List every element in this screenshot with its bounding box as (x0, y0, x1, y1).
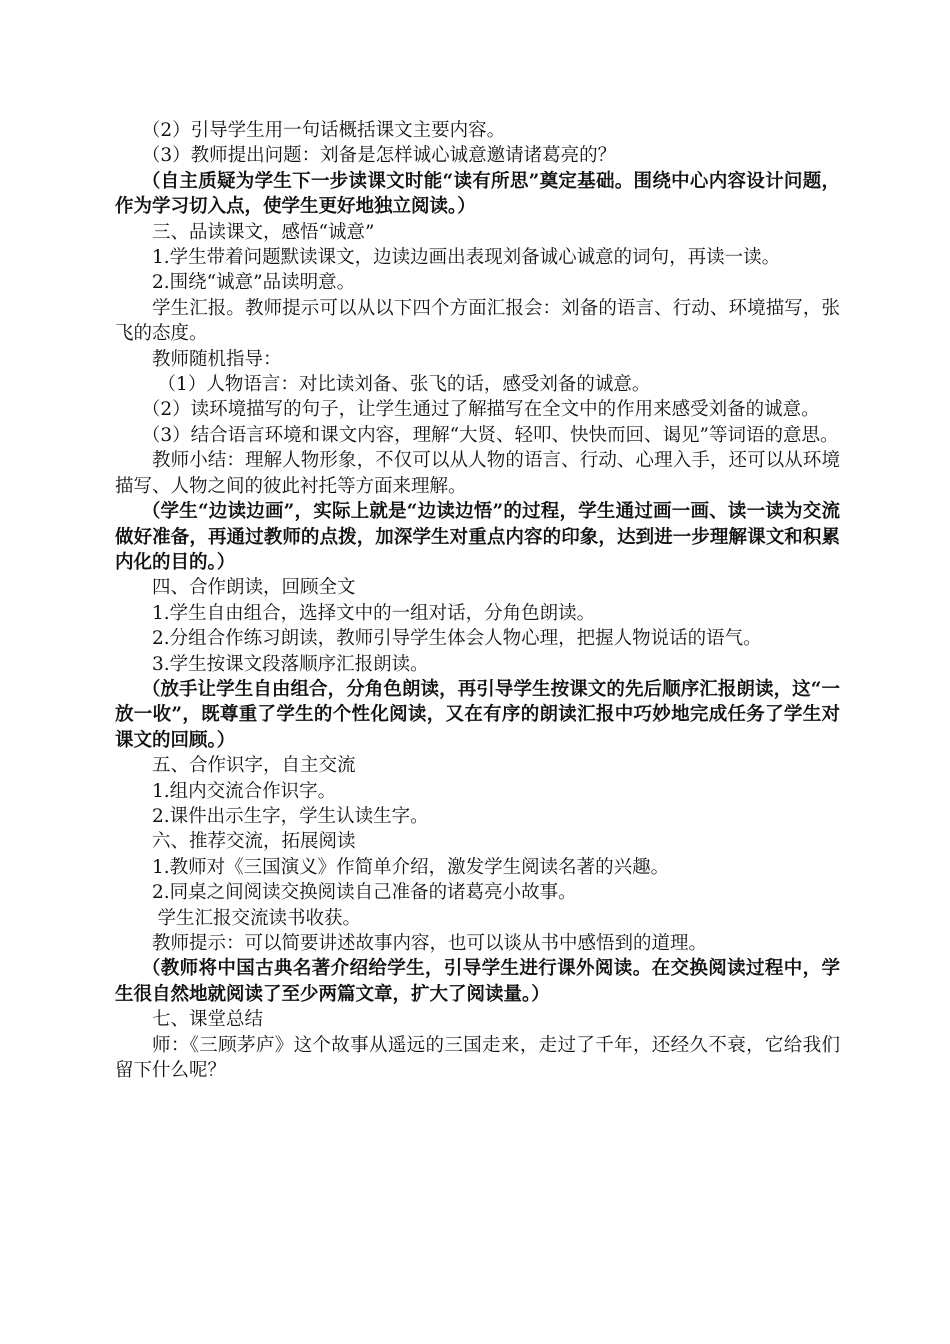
body-paragraph: 教师随机指导： (152, 348, 282, 370)
body-paragraph: 1.教师对《三国演义》作简单介绍，激发学生阅读名著的兴趣。 (152, 856, 670, 878)
body-paragraph: 3.学生按课文段落顺序汇报朗读。 (152, 653, 429, 675)
body-paragraph: （2）引导学生用一句话概括课文主要内容。 (141, 120, 506, 141)
body-paragraph: 六、推荐交流，拓展阅读 (152, 831, 356, 853)
body-paragraph: 师：《三顾茅庐》这个故事从遥远的三国走来，走过了千年，还经久不衰，它给我们留下什么呢？ (115, 1034, 840, 1082)
body-paragraph: 1.学生带着问题默读课文，边读边画出表现刘备诚心诚意的词句，再读一读。 (152, 247, 781, 269)
body-paragraph: （3）结合语言环境和课文内容，理解“大贤、轻叩、快快而回、谒见”等词语的意思。 (141, 424, 839, 446)
body-paragraph: 三、品读课文，感悟“诚意” (152, 221, 375, 243)
body-paragraph: 四、合作朗读，回顾全文 (152, 577, 356, 599)
body-paragraph: 2.围绕“诚意”品读明意。 (152, 272, 356, 294)
body-paragraph: 1.学生自由组合，选择文中的一组对话，分角色朗读。 (152, 602, 596, 624)
body-paragraph: （3）教师提出问题：刘备是怎样诚心诚意邀请诸葛亮的？ (141, 145, 617, 167)
body-paragraph: 七、课堂总结 (152, 1009, 264, 1031)
body-paragraph: 教师小结：理解人物形象，不仅可以从人物的语言、行动、心理入手，还可以从环境描写、人物之间的彼此衬托等方面来理解。 (115, 450, 840, 497)
body-paragraph: 学生汇报。教师提示可以从以下四个方面汇报会：刘备的语言、行动、环境描写，张飞的态度。 (115, 297, 840, 345)
body-paragraph: 1.组内交流合作识字。 (152, 780, 337, 802)
body-paragraph: （2）读环境描写的句子，让学生通过了解描写在全文中的作用来感受刘备的诚意。 (141, 399, 820, 421)
body-paragraph: （1）人物语言：对比读刘备、张飞的话，感受刘备的诚意。 (157, 374, 651, 396)
body-paragraph: 教师提示：可以简要讲述故事内容，也可以谈从书中感悟到的道理。 (152, 933, 708, 954)
document-body (115, 118, 840, 1083)
body-paragraph: 学生汇报交流读书收获。 (157, 907, 362, 929)
body-paragraph: 2.课件出示生字，学生认读生字。 (152, 805, 429, 827)
commentary-paragraph: （放手让学生自由组合，分角色朗读，再引导学生按课文的先后顺序汇报朗读，这“一放一收”，既尊重了学生的个性化阅读，又在有序的朗读汇报中巧妙地完成任务了学生对课文的回顾。） (115, 678, 840, 751)
commentary-paragraph: （教师将中国古典名著介绍给学生，引导学生进行课外阅读。在交换阅读过程中，学生很自然地就阅读了至少两篇文章，扩大了阅读量。） (115, 958, 840, 1005)
body-paragraph: 2.分组合作练习朗读，教师引导学生体会人物心理，把握人物说话的语气。 (152, 628, 762, 650)
commentary-paragraph: （自主质疑为学生下一步读课文时能“读有所思”奠定基础。围绕中心内容设计问题，作为学习切入点，使学生更好地独立阅读。） (115, 170, 840, 218)
body-paragraph: 五、合作识字，自主交流 (152, 755, 356, 777)
commentary-paragraph: （学生“边读边画”，实际上就是“边读边悟”的过程，学生通过画一画、读一读为交流做好准备，再通过教师的点拨，加深学生对重点内容的印象，达到进一步理解课文和积累内化的目的。） (115, 501, 840, 573)
body-paragraph: 2.同桌之间阅读交换阅读自己准备的诸葛亮小故事。 (152, 882, 577, 904)
